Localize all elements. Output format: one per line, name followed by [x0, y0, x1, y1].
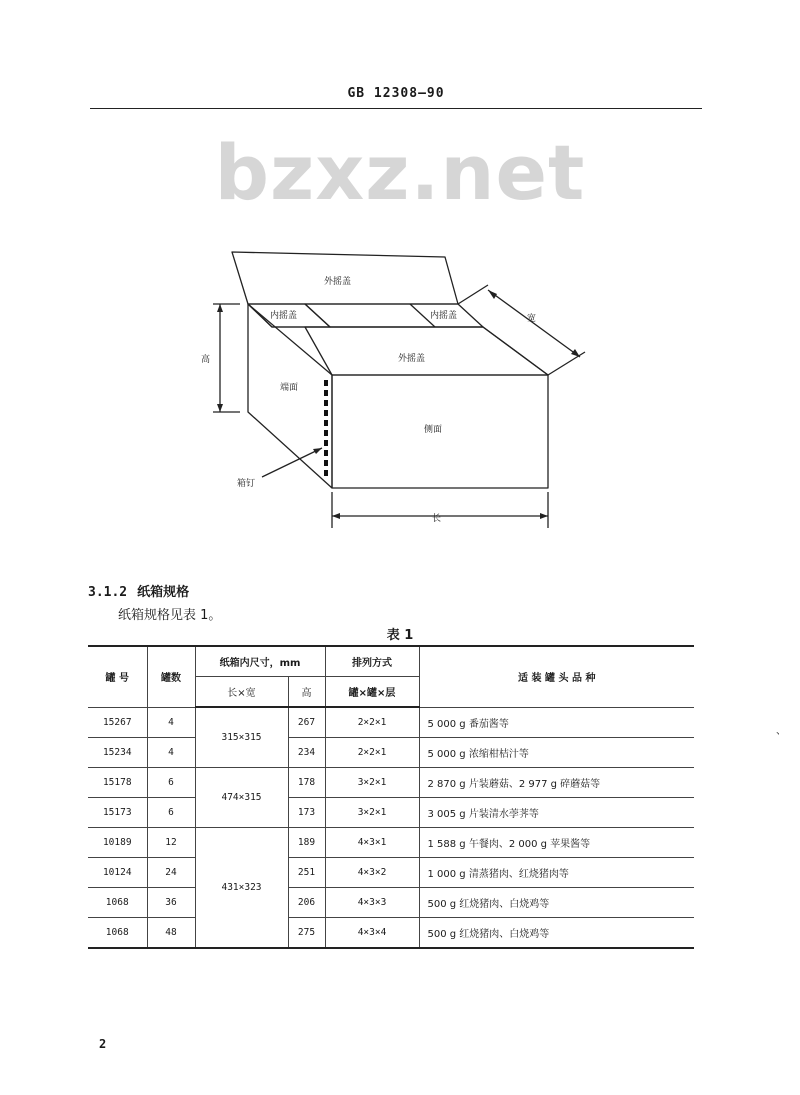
label-side-face: 侧面 — [424, 425, 443, 435]
table-caption: 表 1 — [386, 628, 414, 643]
table-row — [88, 858, 694, 888]
label-height: 高 — [201, 355, 211, 365]
cell-height: 173 — [288, 798, 325, 828]
cell-arrangement: 4×3×2 — [325, 858, 419, 888]
cell-count: 4 — [147, 707, 195, 738]
cell-variety: 5 000 g 浓缩柑桔汁等 — [419, 738, 694, 768]
cell-can-no: 15173 — [88, 798, 147, 828]
cell-arrangement: 4×3×1 — [325, 828, 419, 858]
table-row — [88, 768, 694, 798]
cell-count: 24 — [147, 858, 195, 888]
header-arrangement-sub: 罐×罐×层 — [325, 677, 419, 708]
table-row — [88, 738, 694, 768]
cell-count: 6 — [147, 798, 195, 828]
label-inner-flap-right: 内摇盖 — [430, 311, 458, 321]
cell-variety: 1 000 g 清蒸猪肉、红烧猪肉等 — [419, 858, 694, 888]
label-width: 宽 — [527, 314, 537, 324]
header-arrangement: 排列方式 — [325, 646, 419, 677]
table-row — [88, 707, 694, 738]
cell-count: 36 — [147, 888, 195, 918]
cell-variety: 1 588 g 午餐肉、2 000 g 苹果酱等 — [419, 828, 694, 858]
label-inner-flap-left: 内摇盖 — [270, 311, 298, 321]
table-row — [88, 888, 694, 918]
table-row — [88, 828, 694, 858]
cell-arrangement: 4×3×4 — [325, 918, 419, 949]
cell-count: 4 — [147, 738, 195, 768]
label-length: 长 — [432, 514, 442, 524]
cell-variety: 500 g 红烧猪肉、白烧鸡等 — [419, 888, 694, 918]
page-number: 2 — [99, 1037, 107, 1051]
label-outer-flap-top: 外摇盖 — [324, 277, 352, 287]
cell-arrangement: 4×3×3 — [325, 888, 419, 918]
cell-can-no: 1068 — [88, 888, 147, 918]
watermark: bzxz.net — [214, 128, 586, 217]
cell-height: 189 — [288, 828, 325, 858]
header-inner-dims: 纸箱内尺寸，mm — [195, 646, 325, 677]
label-staple: 箱钉 — [237, 479, 256, 489]
cell-arrangement: 3×2×1 — [325, 768, 419, 798]
table-row — [88, 918, 694, 949]
cell-count: 6 — [147, 768, 195, 798]
cell-can-no: 15178 — [88, 768, 147, 798]
section-heading — [88, 581, 189, 600]
cell-variety: 2 870 g 片装蘑菇、2 977 g 碎蘑菇等 — [419, 768, 694, 798]
header-len-width: 长×宽 — [195, 677, 288, 708]
cell-height: 267 — [288, 707, 325, 738]
table-row — [88, 798, 694, 828]
carton-spec-table — [88, 645, 694, 949]
cell-height: 251 — [288, 858, 325, 888]
cell-height: 178 — [288, 768, 325, 798]
cell-variety: 5 000 g 番茄酱等 — [419, 707, 694, 738]
section-paragraph: 纸箱规格见表 1。 — [118, 608, 222, 623]
standard-code-header: GB 12308—90 — [347, 86, 445, 101]
cell-arrangement: 2×2×1 — [325, 738, 419, 768]
cell-len-width: 431×323 — [195, 828, 288, 949]
cell-arrangement: 3×2×1 — [325, 798, 419, 828]
cell-can-no: 10189 — [88, 828, 147, 858]
section-number: 3.1.2 — [88, 585, 128, 600]
cell-height: 275 — [288, 918, 325, 949]
label-outer-flap-front: 外摇盖 — [398, 354, 426, 364]
cell-variety: 500 g 红烧猪肉、白烧鸡等 — [419, 918, 694, 949]
cell-variety: 3 005 g 片装清水荸荠等 — [419, 798, 694, 828]
section-title: 纸箱规格 — [137, 585, 190, 600]
label-end-face: 端面 — [280, 383, 299, 393]
scan-mark: 、 — [776, 726, 786, 737]
header-can-no: 罐 号 — [88, 646, 147, 707]
cell-count: 48 — [147, 918, 195, 949]
cell-can-no: 10124 — [88, 858, 147, 888]
cell-can-no: 1068 — [88, 918, 147, 949]
cell-arrangement: 2×2×1 — [325, 707, 419, 738]
header-can-count: 罐数 — [147, 646, 195, 707]
cell-height: 234 — [288, 738, 325, 768]
header-variety: 适 装 罐 头 品 种 — [419, 646, 694, 707]
cell-len-width: 315×315 — [195, 707, 288, 768]
header-height: 高 — [288, 677, 325, 708]
cell-height: 206 — [288, 888, 325, 918]
cell-can-no: 15267 — [88, 707, 147, 738]
cell-can-no: 15234 — [88, 738, 147, 768]
cell-len-width: 474×315 — [195, 768, 288, 828]
cell-count: 12 — [147, 828, 195, 858]
